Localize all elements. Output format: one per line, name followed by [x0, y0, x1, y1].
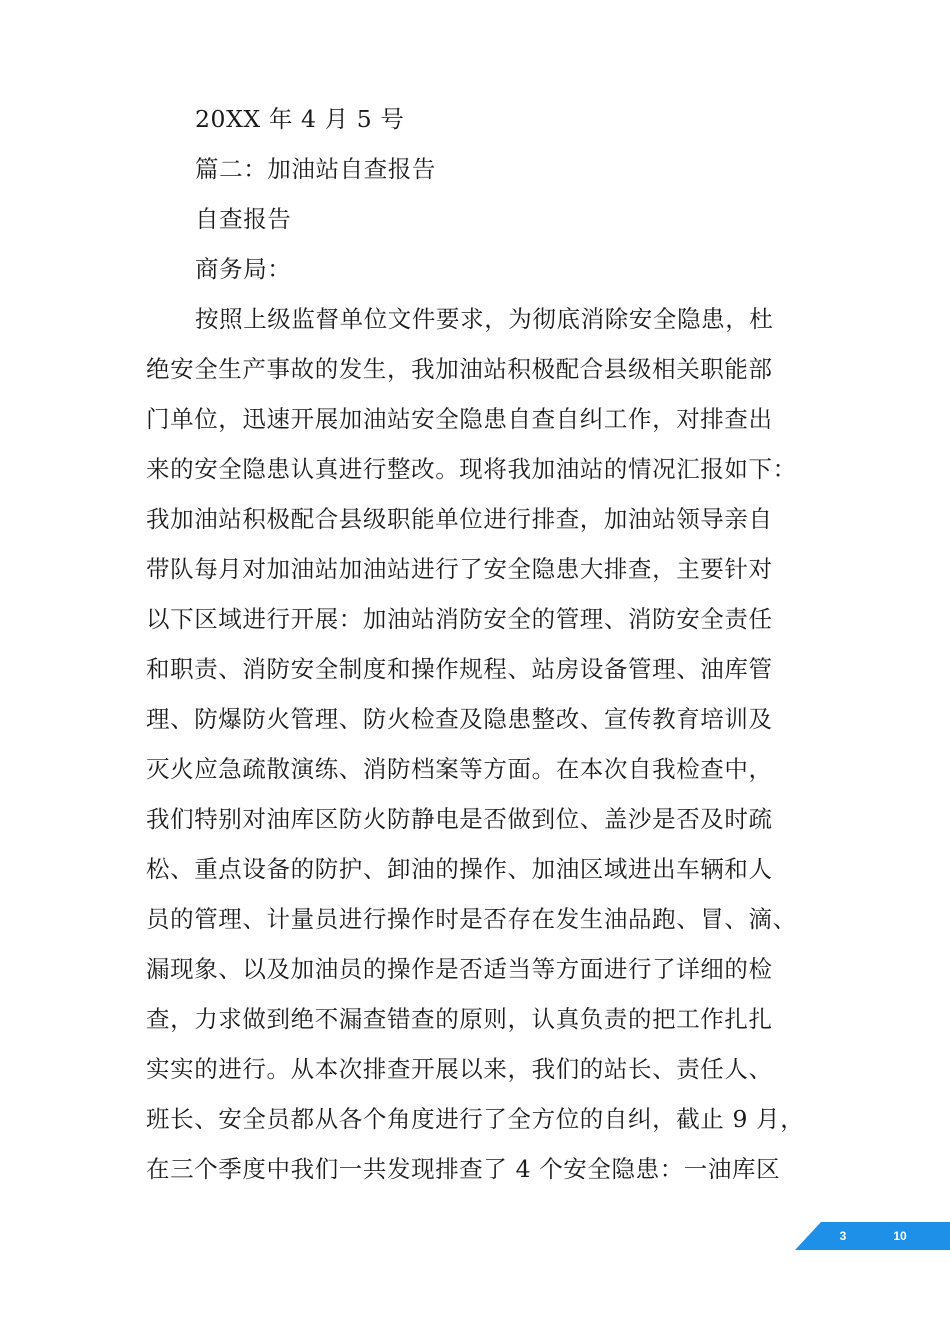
body-line: 按照上级监督单位文件要求，为彻底消除安全隐患，杜 — [195, 305, 774, 333]
body-line: 我加油站积极配合县级职能单位进行排查，加油站领导亲自 — [146, 505, 773, 533]
body-line: 在三个季度中我们一共发现排查了 4 个安全隐患：一油库区 — [146, 1155, 781, 1183]
body-line: 漏现象、以及加油员的操作是否适当等方面进行了详细的检 — [146, 955, 773, 983]
body-line: 员的管理、计量员进行操作时是否存在发生油品跑、冒、滴、 — [146, 905, 797, 933]
body-line: 带队每月对加油站加油站进行了安全隐患大排查，主要针对 — [146, 555, 773, 583]
body-line: 以下区域进行开展：加油站消防安全的管理、消防安全责任 — [146, 605, 773, 633]
body-line: 灭火应急疏散演练、消防档案等方面。在本次自我检查中， — [146, 755, 773, 783]
body-line: 绝安全生产事故的发生，我加油站积极配合县级相关职能部 — [146, 355, 773, 383]
body-line: 松、重点设备的防护、卸油的操作、加油区域进出车辆和人 — [146, 855, 773, 883]
body-line: 我们特别对油库区防火防静电是否做到位、盖沙是否及时疏 — [146, 805, 773, 833]
section-title: 篇二：加油站自查报告 — [195, 155, 436, 183]
total-pages-number: 10 — [893, 1229, 907, 1243]
body-line: 来的安全隐患认真进行整改。现将我加油站的情况汇报如下： — [146, 455, 797, 483]
body-line: 理、防爆防火管理、防火检查及隐患整改、宣传教育培训及 — [146, 705, 773, 733]
date-line: 20XX 年 4 月 5 号 — [195, 105, 405, 133]
body-line: 查，力求做到绝不漏查错查的原则，认真负责的把工作扎扎 — [146, 1005, 773, 1033]
current-page-number: 3 — [839, 1229, 847, 1243]
body-line: 门单位，迅速开展加油站安全隐患自查自纠工作，对排查出 — [146, 405, 773, 433]
body-line: 实实的进行。从本次排查开展以来，我们的站长、责任人、 — [146, 1055, 773, 1083]
body-line: 和职责、消防安全制度和操作规程、站房设备管理、油库管 — [146, 655, 773, 683]
page-number-band — [795, 1222, 950, 1250]
report-title: 自查报告 — [195, 205, 292, 233]
addressee: 商务局： — [195, 255, 292, 283]
body-line: 班长、安全员都从各个角度进行了全方位的自纠，截止 9 月， — [146, 1105, 805, 1133]
